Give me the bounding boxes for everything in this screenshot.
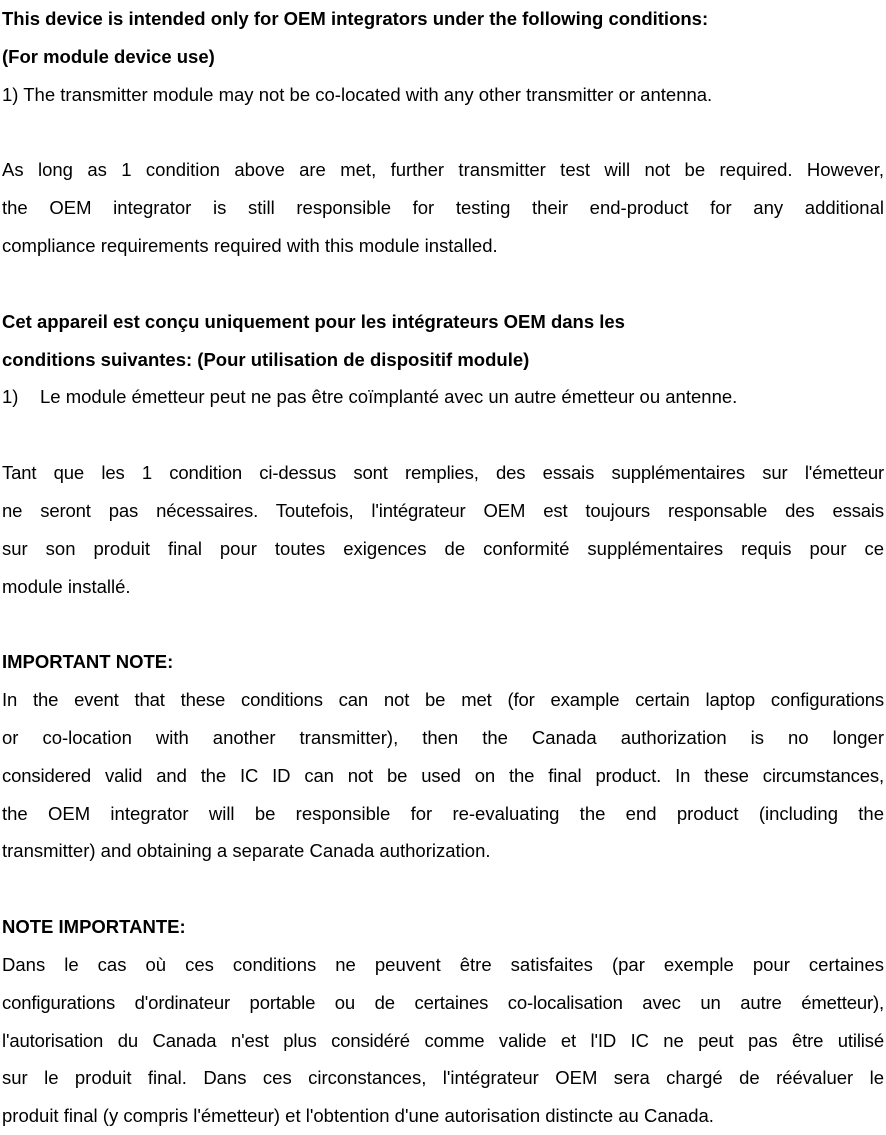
oem-heading-en: This device is intended only for OEM integrators under the following conditions: — [2, 8, 709, 29]
paragraph-line: compliance requirements required with this module installed. — [2, 234, 498, 256]
oem-heading-fr: Cet appareil est conçu uniquement pour les intégrateurs OEM dans les — [2, 310, 625, 332]
paragraph-line: transmitter) and obtaining a separate Canada authorization. — [2, 840, 491, 862]
paragraph-line: considered valid and the IC ID can not be used on the final product. In these circumstances, — [2, 764, 884, 786]
paragraph-line: Tant que les 1 condition ci-dessus sont remplies, des essais supplémentaires sur l'émetteur — [2, 462, 884, 484]
paragraph-line: l'autorisation du Canada n'est plus considéré comme valide et l'ID IC ne peut pas être utilisé — [2, 1029, 884, 1051]
condition-1-en: 1) The transmitter module may not be co-located with any other transmitter or antenna. — [2, 83, 713, 105]
test-paragraph-en — [2, 151, 884, 264]
paragraph-line: ne seront pas nécessaires. Toutefois, l'intégrateur OEM est toujours responsable des essais — [2, 499, 884, 521]
test-paragraph-fr — [2, 454, 884, 605]
module-use-heading-fr: conditions suivantes: (Pour utilisation de dispositif module) — [2, 348, 530, 370]
paragraph-line: or co-location with another transmitter), then the Canada authorization is no longer — [2, 726, 884, 748]
note-importante-title: NOTE IMPORTANTE: — [2, 916, 186, 938]
paragraph-line: module installé. — [2, 575, 131, 597]
module-use-heading-en: (For module device use) — [2, 45, 215, 67]
paragraph-line: the OEM integrator will be responsible for re-evaluating the end product (including the — [2, 802, 884, 824]
condition-1-fr — [2, 378, 884, 416]
spacer — [2, 870, 884, 908]
important-note-en — [2, 643, 884, 870]
paragraph-line: In the event that these conditions can not be met (for example certain laptop configurations — [2, 689, 884, 711]
spacer — [2, 605, 884, 643]
paragraph-line: sur son produit final pour toutes exigences de conformité supplémentaires requis pour ce — [2, 537, 884, 559]
oem-conditions-en — [2, 0, 884, 113]
paragraph-line: sur le produit final. Dans ces circonstances, l'intégrateur OEM sera chargé de réévaluer le — [2, 1067, 884, 1089]
spacer — [2, 416, 884, 454]
condition-text: Le module émetteur peut ne pas être coïmplanté avec un autre émetteur ou antenne. — [40, 386, 738, 408]
paragraph-line: produit final (y compris l'émetteur) et l'obtention d'une autorisation distincte au Canada. — [2, 1105, 714, 1127]
paragraph-line: Dans le cas où ces conditions ne peuvent être satisfaites (par exemple pour certaines — [2, 953, 884, 975]
spacer — [2, 265, 884, 303]
paragraph-line: As long as 1 condition above are met, further transmitter test will not be required. However, — [2, 159, 884, 181]
paragraph-line: the OEM integrator is still responsible for testing their end-product for any additional — [2, 197, 884, 219]
document-page — [2, 0, 884, 1135]
important-note-title: IMPORTANT NOTE: — [2, 651, 174, 673]
note-importante-fr — [2, 908, 884, 1135]
oem-conditions-fr — [2, 303, 884, 416]
paragraph-line: configurations d'ordinateur portable ou de certaines co-localisation avec un autre émetteur), — [2, 991, 884, 1013]
spacer — [2, 113, 884, 151]
condition-number: 1) — [2, 386, 19, 408]
